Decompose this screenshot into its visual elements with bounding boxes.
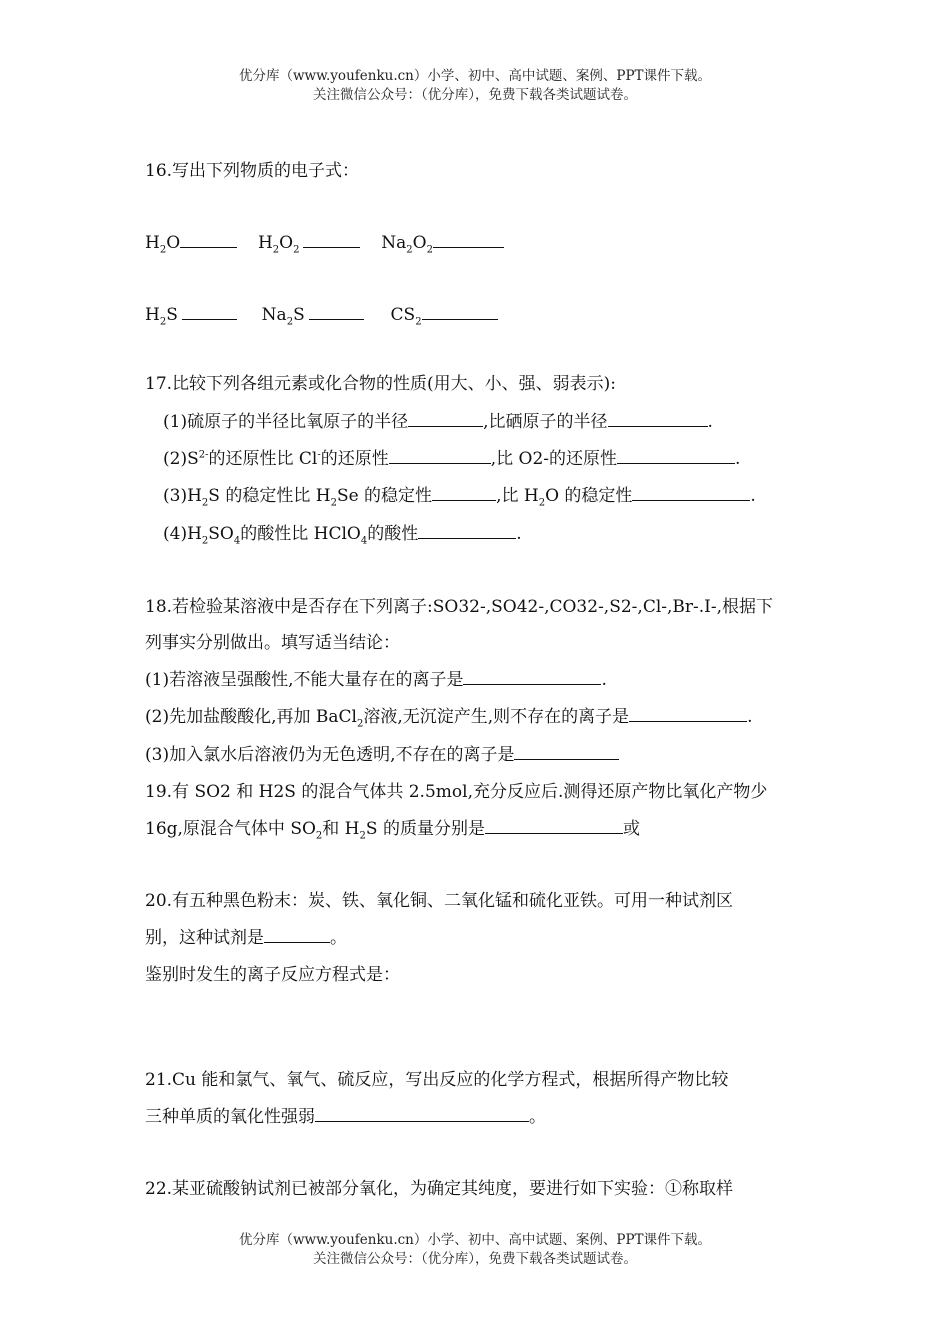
q17-part-2: $(2)S^{2-}$的还原性比 Cl-的还原性 ,比 O2-的还原性 . — [163, 449, 741, 469]
q18-blank-3[interactable] — [514, 744, 619, 760]
q17-blank-1b[interactable] — [608, 411, 708, 427]
q17-blank-4[interactable] — [418, 523, 516, 539]
q19-blank[interactable] — [485, 818, 623, 834]
q17-blank-3b[interactable] — [632, 485, 750, 501]
q17-part-3: $(3)H_2S$ 的稳定性比 $H_2Se$ 的稳定性 ,比 $H_2O$ 的稳定性 . — [163, 486, 756, 509]
q18-part-1: (1)若溶液呈强酸性,不能大量存在的离子是 . — [145, 670, 607, 690]
q17-blank-3a[interactable] — [432, 485, 496, 501]
q19-line-2: 16g,原混合气体中 $SO_2$和 $H_2S$ 的质量分别是 或 — [145, 819, 640, 842]
q16-row-1 — [145, 232, 504, 254]
answer-blank-h2o[interactable] — [180, 232, 237, 248]
formula-na2s: $Na_2S$ — [261, 305, 305, 328]
q18-part-3: (3)加入氯水后溶液仍为无色透明,不存在的离子是 — [145, 744, 619, 766]
formula-na2o2: $Na_2O_2$ — [381, 233, 433, 256]
q17-blank-2b[interactable] — [617, 448, 735, 464]
q16-title: 16.写出下列物质的电子式： — [145, 161, 360, 181]
footer-line-2: 关注微信公众号：（优分库），免费下载各类试题试卷。 — [313, 1251, 637, 1267]
q20-line-1: 20.有五种黑色粉末：炭、铁、氧化铜、二氧化锰和硫化亚铁。可用一种试剂区 — [145, 891, 734, 911]
q21-line-2: 三种单质的氧化性强弱 。 — [145, 1107, 546, 1127]
formula-cs2: $CS_2$ — [390, 305, 422, 328]
q21-line-1: 21.Cu 能和氯气、氧气、硫反应，写出反应的化学方程式，根据所得产物比较 — [145, 1070, 729, 1090]
answer-blank-h2o2[interactable] — [303, 232, 360, 248]
header-line-2: 关注微信公众号：（优分库），免费下载各类试题试卷。 — [313, 87, 637, 103]
formula-h2o2: $H_2O_2$ — [257, 233, 300, 256]
q18-blank-2[interactable] — [629, 706, 747, 722]
q18-line-2: 列事实分别做出。填写适当结论： — [145, 633, 400, 653]
q18-blank-1[interactable] — [463, 669, 601, 685]
q18-line-1: 18.若检验某溶液中是否存在下列离子:SO32-,SO42-,CO32-,S2-,Cl-,Br-.I-,根据下 — [145, 597, 774, 617]
q16-row-2 — [145, 304, 498, 326]
q18-part-2: (2)先加盐酸酸化,再加 BaCl$_2$溶液,无沉淀产生,则不存在的离子是 . — [145, 707, 753, 730]
q22-line-1: 22.某亚硫酸钠试剂已被部分氧化，为确定其纯度，要进行如下实验：①称取样 — [145, 1179, 734, 1199]
answer-blank-na2s[interactable] — [309, 304, 364, 320]
formula-h2s: $H_2S$ — [145, 305, 178, 328]
q19-line-1: 19.有 SO2 和 H2S 的混合气体共 2.5mol,充分反应后.测得还原产物比氧化产物少 — [145, 782, 768, 802]
q17-blank-2a[interactable] — [389, 448, 491, 464]
header-line-1: 优分库（www.youfenku.cn）小学、初中、高中试题、案例、PPT课件下载。 — [238, 68, 712, 84]
q20-line-2: 别，这种试剂是 。 — [145, 928, 347, 948]
answer-blank-h2s[interactable] — [182, 304, 237, 320]
q17-part-1: (1)硫原子的半径比氧原子的半径 ,比硒原子的半径 . — [163, 412, 713, 432]
formula-h2o: $H_2O$ — [145, 233, 181, 256]
answer-blank-na2o2[interactable] — [433, 232, 504, 248]
q21-blank[interactable] — [315, 1106, 529, 1122]
page-header — [0, 67, 950, 105]
footer-line-1: 优分库（www.youfenku.cn）小学、初中、高中试题、案例、PPT课件下载。 — [238, 1232, 712, 1248]
q17-title: 17.比较下列各组元素或化合物的性质(用大、小、强、弱表示): — [145, 374, 617, 394]
q20-line-3: 鉴别时发生的离子反应方程式是： — [145, 965, 400, 985]
q20-blank[interactable] — [264, 927, 330, 943]
q17-part-4: $(4)H_2SO_4$的酸性比 HClO$_4$的酸性 . — [163, 524, 522, 547]
page-footer — [0, 1231, 950, 1269]
q17-blank-1a[interactable] — [408, 411, 483, 427]
answer-blank-cs2[interactable] — [422, 304, 498, 320]
